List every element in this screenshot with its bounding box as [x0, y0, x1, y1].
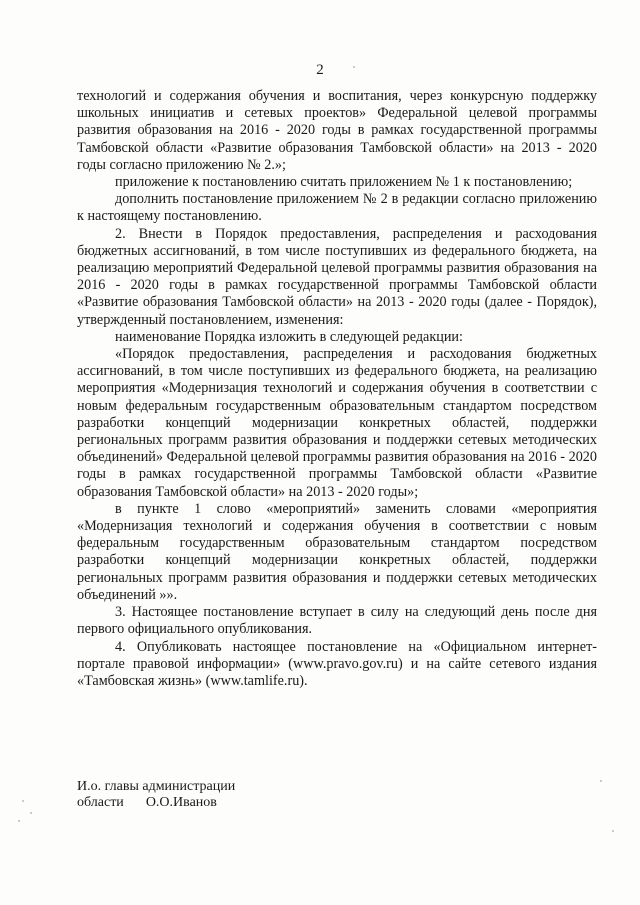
page-number: 2: [316, 62, 324, 78]
signatory-name: О.О.Иванов: [145, 795, 217, 810]
signature-title-line2: области: [77, 795, 124, 810]
scan-speck: [600, 780, 602, 782]
scan-speck: [30, 812, 32, 814]
paragraph-item-2: 2. Внести в Порядок предоставления, распределения и расходования бюджетных ассигнований, в том числе поступивших из федерального бюджета, на реализацию мероприятий Федеральной целевой программы развития образования на 2016 - 2020 годы в рамках государственной программы Тамбовской области «Развитие образования Тамбовской области» на 2013 - 2020 годы (далее - Порядок), утвержденный постановлением, изменения:: [77, 225, 597, 328]
paragraph-order-name: наименование Порядка изложить в следующей редакции:: [115, 328, 463, 345]
scan-speck: [353, 66, 355, 68]
paragraph-order-title-quote: «Порядок предоставления, распределения и расходования бюджетных ассигнований, в том числе поступивших из федерального бюджета, на реализацию мероприятия «Модернизация технологий и содержания обучения в соответствии с новым федеральным государственным образовательным стандартом посредством разработки концепций модернизации конкретных областей, поддержки региональных программ развития образования и поддержки сетевых методических объединений» Федеральной целевой программы развития образования на 2016 - 2020 годы в рамках государственной программы Тамбовской области «Развитие образования Тамбовской области» на 2013 - 2020 годы»;: [77, 346, 597, 500]
signature-block: [77, 779, 235, 811]
scan-speck: [612, 830, 614, 832]
paragraph-item-4: 4. Опубликовать настоящее постановление на «Официальном интернет-портале правовой информации» (www.pravo.gov.ru) и на сайте сетевого издания «Тамбовская жизнь» (www.tamlife.ru).: [77, 638, 597, 689]
paragraph-point-1-change: в пункте 1 слово «мероприятий» заменить словами «мероприятия «Модернизация технологий и содержания обучения в соответствии с новым федеральным государственным образовательным стандартом посредством разработки концепций модернизации конкретных областей, поддержки региональных программ развития образования и поддержки сетевых методических объединений »».: [77, 500, 597, 603]
scan-speck: [18, 820, 20, 822]
paragraph-item-3: 3. Настоящее постановление вступает в силу на следующий день после дня первого официального опубликования.: [77, 604, 597, 638]
scan-speck: [22, 800, 24, 802]
paragraph-continuation: технологий и содержания обучения и воспитания, через конкурсную поддержку школьных инициатив и сетевых проектов» Федеральной целевой программы развития образования на 2016 - 2020 годы в рамках государственной программы Тамбовской области «Развитие образования Тамбовской области» на 2013 - 2020 годы согласно приложению № 2.»;: [77, 88, 597, 173]
signature-title-line1: И.о. главы администрации: [77, 779, 236, 794]
document-body: [77, 88, 597, 690]
paragraph-appendix-rename: приложение к постановлению считать приложением № 1 к постановлению;: [115, 174, 573, 191]
signature-title-row: [77, 795, 235, 811]
paragraph-appendix-add: дополнить постановление приложением № 2 в редакции согласно приложению к настоящему постановлению.: [77, 191, 597, 225]
